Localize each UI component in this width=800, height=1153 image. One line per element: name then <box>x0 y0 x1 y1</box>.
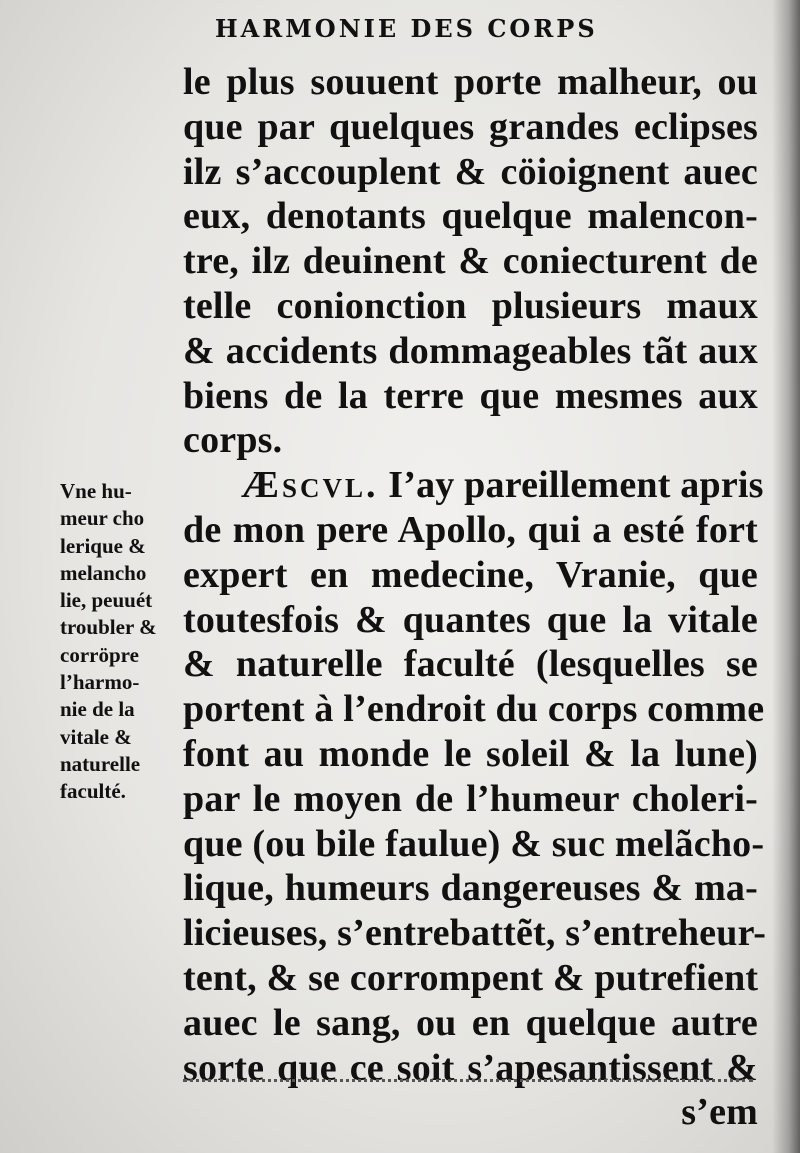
margin-line: nie de la <box>60 697 135 722</box>
margin-line: lerique & <box>60 533 146 558</box>
text-line: & accidents dommageables tãt aux <box>183 329 758 372</box>
text-line: licieuses, s’entrebattẽt, s’entreheur- <box>183 912 767 955</box>
marginal-note <box>60 478 185 806</box>
margin-line: naturelle <box>60 751 141 776</box>
text-line: tent, & se corrompent & putrefient <box>183 956 759 999</box>
text-line: lique, humeurs dangereuses & ma- <box>183 867 758 910</box>
text-line: par le moyen de l’humeur choleri- <box>183 777 758 820</box>
speaker-line-text: I’ay pareillement apris <box>388 464 764 507</box>
margin-line: troubler & <box>60 615 157 640</box>
text-line: ilz s’accouplent & cöioignent auec <box>183 150 758 193</box>
text-line: auec le sang, ou en quelque autre <box>183 1001 758 1044</box>
margin-line: l’harmo- <box>60 670 140 695</box>
text-line: font au monde le soleil & la lune) <box>183 732 758 775</box>
text-line: portent à l’endroit du corps comme <box>183 688 765 731</box>
margin-line: melancho <box>60 560 147 585</box>
text-line: sorte que ce soit s’apesantissent & <box>183 1046 758 1089</box>
dotted-rule <box>183 1079 753 1082</box>
text-line: que par quelques grandes eclipses <box>183 105 758 148</box>
text-line: biens de la terre que mesmes aux <box>183 374 758 417</box>
margin-line: vitale & <box>60 724 132 749</box>
text-line: telle conionction plusieurs maux <box>183 284 758 327</box>
margin-line: meur cho <box>60 506 145 531</box>
text-line: le plus souuent porte malheur, ou <box>183 61 758 103</box>
running-header: HARMONIE DES CORPS <box>215 14 598 43</box>
catchword: s’em <box>681 1091 758 1134</box>
text-line: que (ou bile faulue) & suc melãcho- <box>183 822 765 865</box>
text-line: & naturelle faculté (lesquelles se <box>183 643 758 686</box>
margin-line: faculté. <box>60 779 126 804</box>
text-line: toutesfois & quantes que la vitale <box>183 598 758 641</box>
margin-line: Vne hu- <box>60 479 132 503</box>
margin-line: lie, peuuét <box>60 588 153 613</box>
margin-line: corröpre <box>60 642 139 667</box>
main-text-block <box>183 60 767 1135</box>
text-line: tre, ilz deuinent & coniecturent de <box>183 240 758 283</box>
text-line: eux, denotants quelque malencon- <box>183 195 758 238</box>
page-gutter-shadow <box>772 0 800 1153</box>
text-line: de mon pere Apollo, qui a esté fort <box>183 508 758 551</box>
text-line: corps. <box>183 419 283 462</box>
speaker-name: Æscvl. <box>241 464 379 507</box>
speaker-line <box>183 463 764 508</box>
text-line: expert en medecine, Vranie, que <box>183 553 758 596</box>
